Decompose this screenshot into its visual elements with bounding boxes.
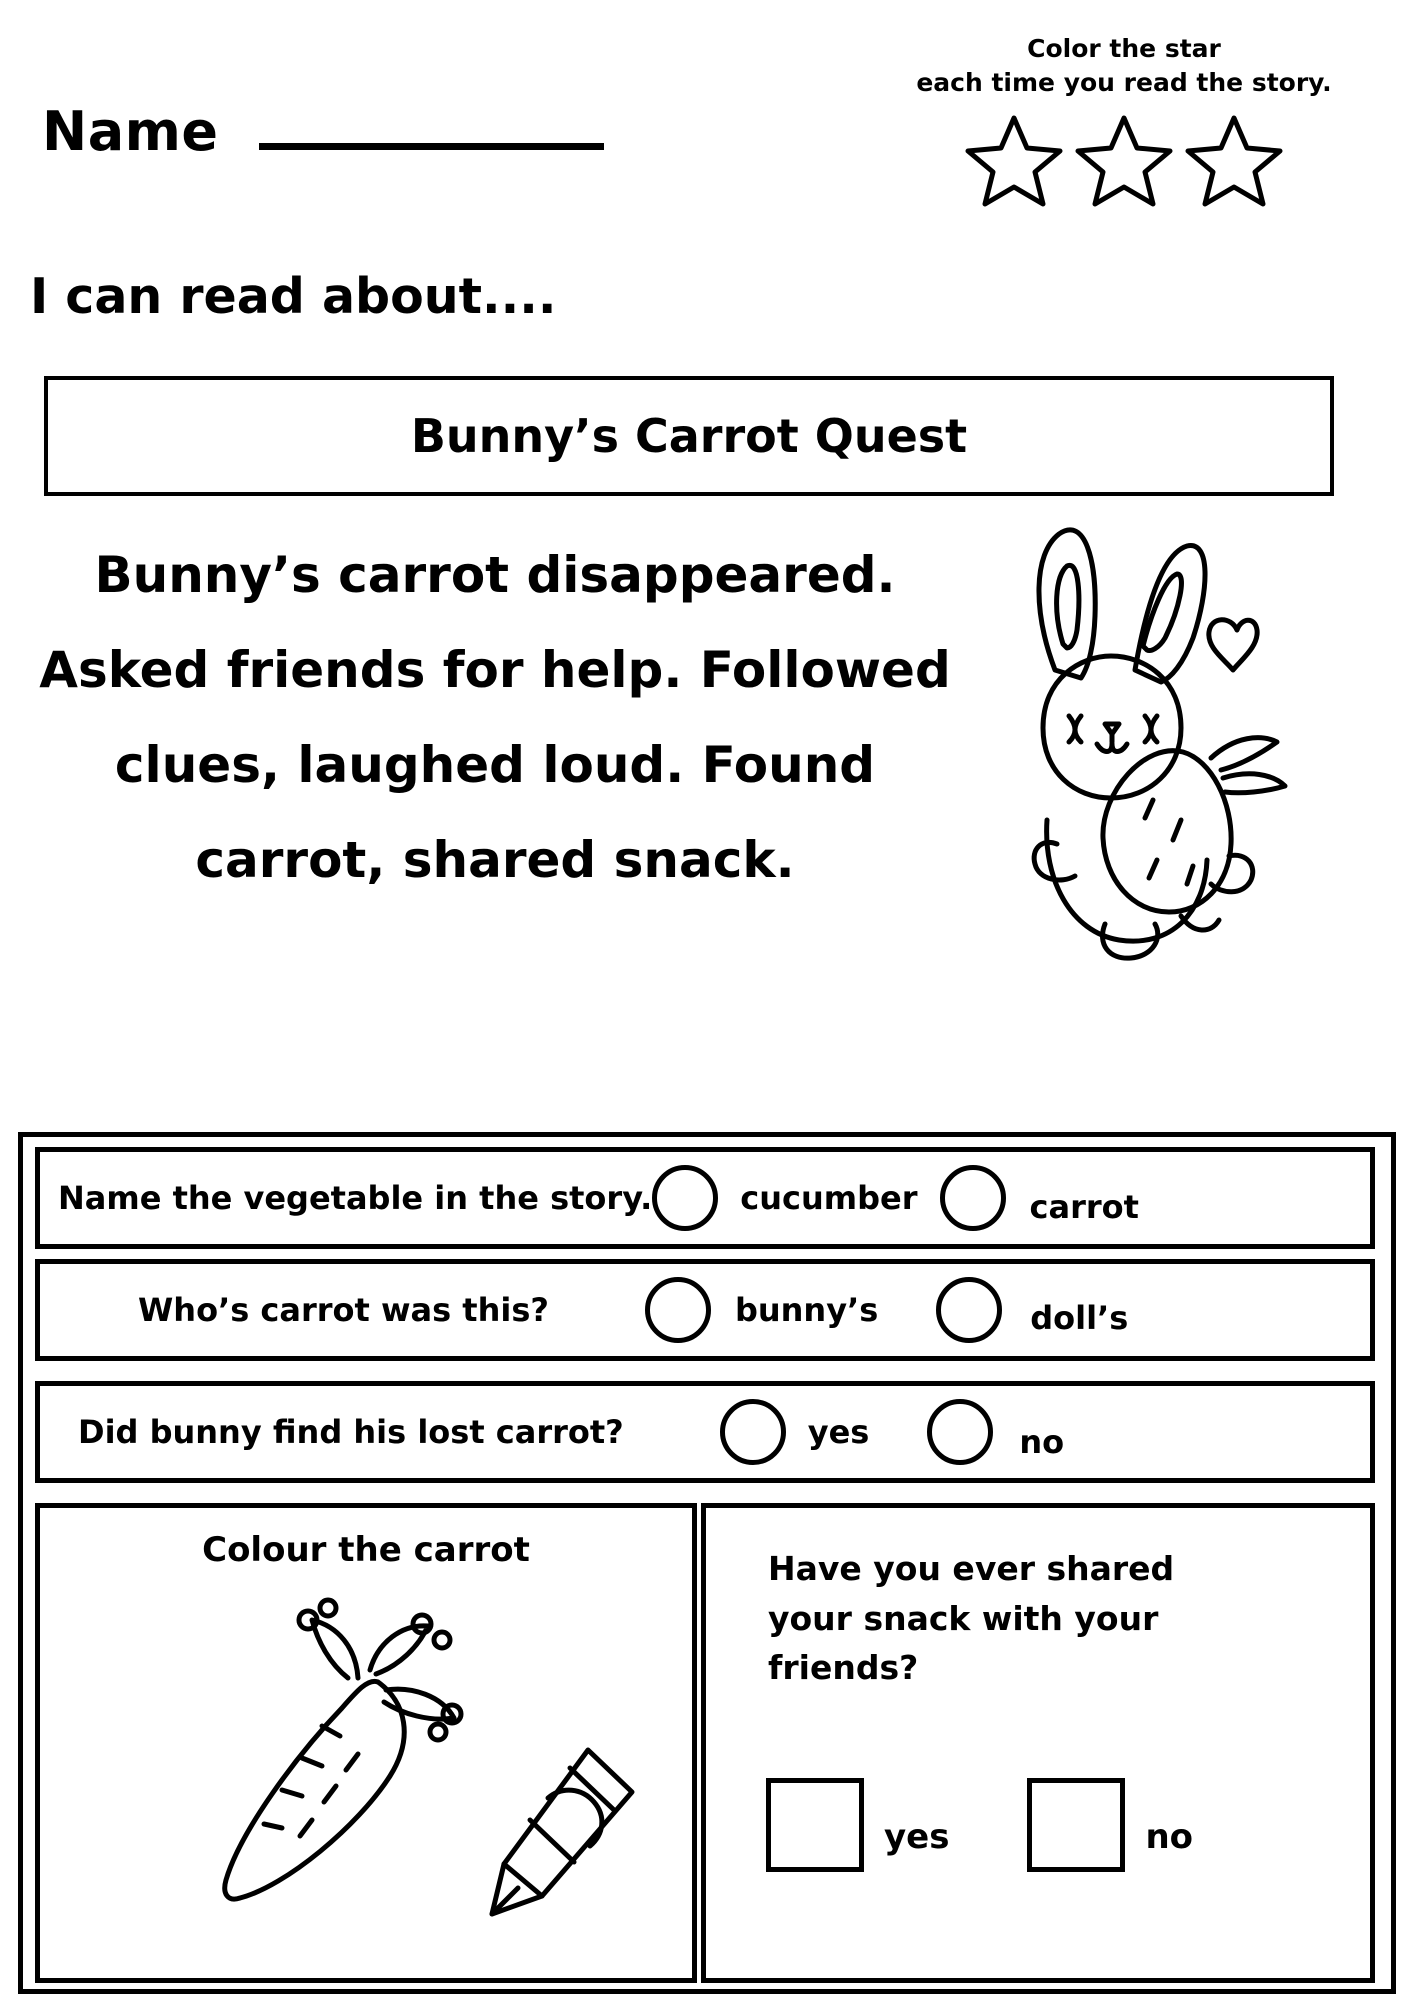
name-label: Name	[42, 100, 219, 163]
questions-frame	[18, 1132, 1396, 1994]
answer-bubble-option2[interactable]	[940, 1165, 1006, 1231]
name-field-row	[42, 100, 604, 163]
checkbox-no-label: no	[1145, 1817, 1194, 1857]
bunny-illustration	[985, 520, 1315, 970]
carrot-icon[interactable]	[190, 1586, 490, 1916]
star-icon[interactable]	[964, 112, 1064, 208]
checkbox-yes-label: yes	[884, 1817, 950, 1857]
answer-label-option2: doll’s	[1030, 1299, 1129, 1337]
answer-bubble-option1[interactable]	[652, 1165, 718, 1231]
answer-bubble-option2[interactable]	[936, 1277, 1002, 1343]
star-caption	[874, 32, 1374, 100]
answer-bubble-option1[interactable]	[720, 1399, 786, 1465]
question-row	[35, 1259, 1375, 1361]
question-text: Who’s carrot was this?	[138, 1291, 549, 1329]
star-caption-line-2: each time you read the story.	[916, 67, 1332, 97]
crayon-icon	[470, 1736, 660, 1936]
answer-label-option2: carrot	[1029, 1188, 1139, 1226]
question-row	[35, 1381, 1375, 1483]
star-icon[interactable]	[1184, 112, 1284, 208]
colour-activity-panel	[35, 1503, 697, 1983]
question-text: Did bunny find his lost carrot?	[78, 1413, 624, 1451]
checkbox-yes[interactable]	[766, 1778, 864, 1872]
reflection-panel	[701, 1503, 1375, 1983]
colour-activity-heading: Colour the carrot	[202, 1530, 530, 1570]
checkbox-no[interactable]	[1027, 1778, 1125, 1872]
star-row	[874, 112, 1374, 208]
answer-label-option1: yes	[807, 1413, 870, 1451]
question-row	[35, 1147, 1375, 1249]
answer-bubble-option1[interactable]	[645, 1277, 711, 1343]
story-text: Bunny’s carrot disappeared. Asked friends for help. Followed clues, laughed loud. Found carrot, shared snack.	[39, 546, 951, 889]
star-tracker	[874, 32, 1374, 208]
story-title: Bunny’s Carrot Quest	[410, 409, 968, 463]
answer-bubble-option2[interactable]	[927, 1399, 993, 1465]
star-icon[interactable]	[1074, 112, 1174, 208]
reflection-answer-row	[766, 1778, 1193, 1872]
answer-label-option2: no	[1019, 1423, 1065, 1461]
reflection-question: Have you ever shared your snack with your friends?	[768, 1549, 1175, 1687]
star-caption-line-1: Color the star	[1027, 34, 1221, 63]
read-prompt: I can read about....	[30, 268, 557, 325]
story-title-box	[44, 376, 1334, 496]
question-text: Name the vegetable in the story.	[58, 1179, 653, 1217]
answer-label-option1: bunny’s	[734, 1291, 879, 1329]
answer-label-option1: cucumber	[740, 1179, 918, 1217]
name-write-line[interactable]	[259, 143, 604, 150]
